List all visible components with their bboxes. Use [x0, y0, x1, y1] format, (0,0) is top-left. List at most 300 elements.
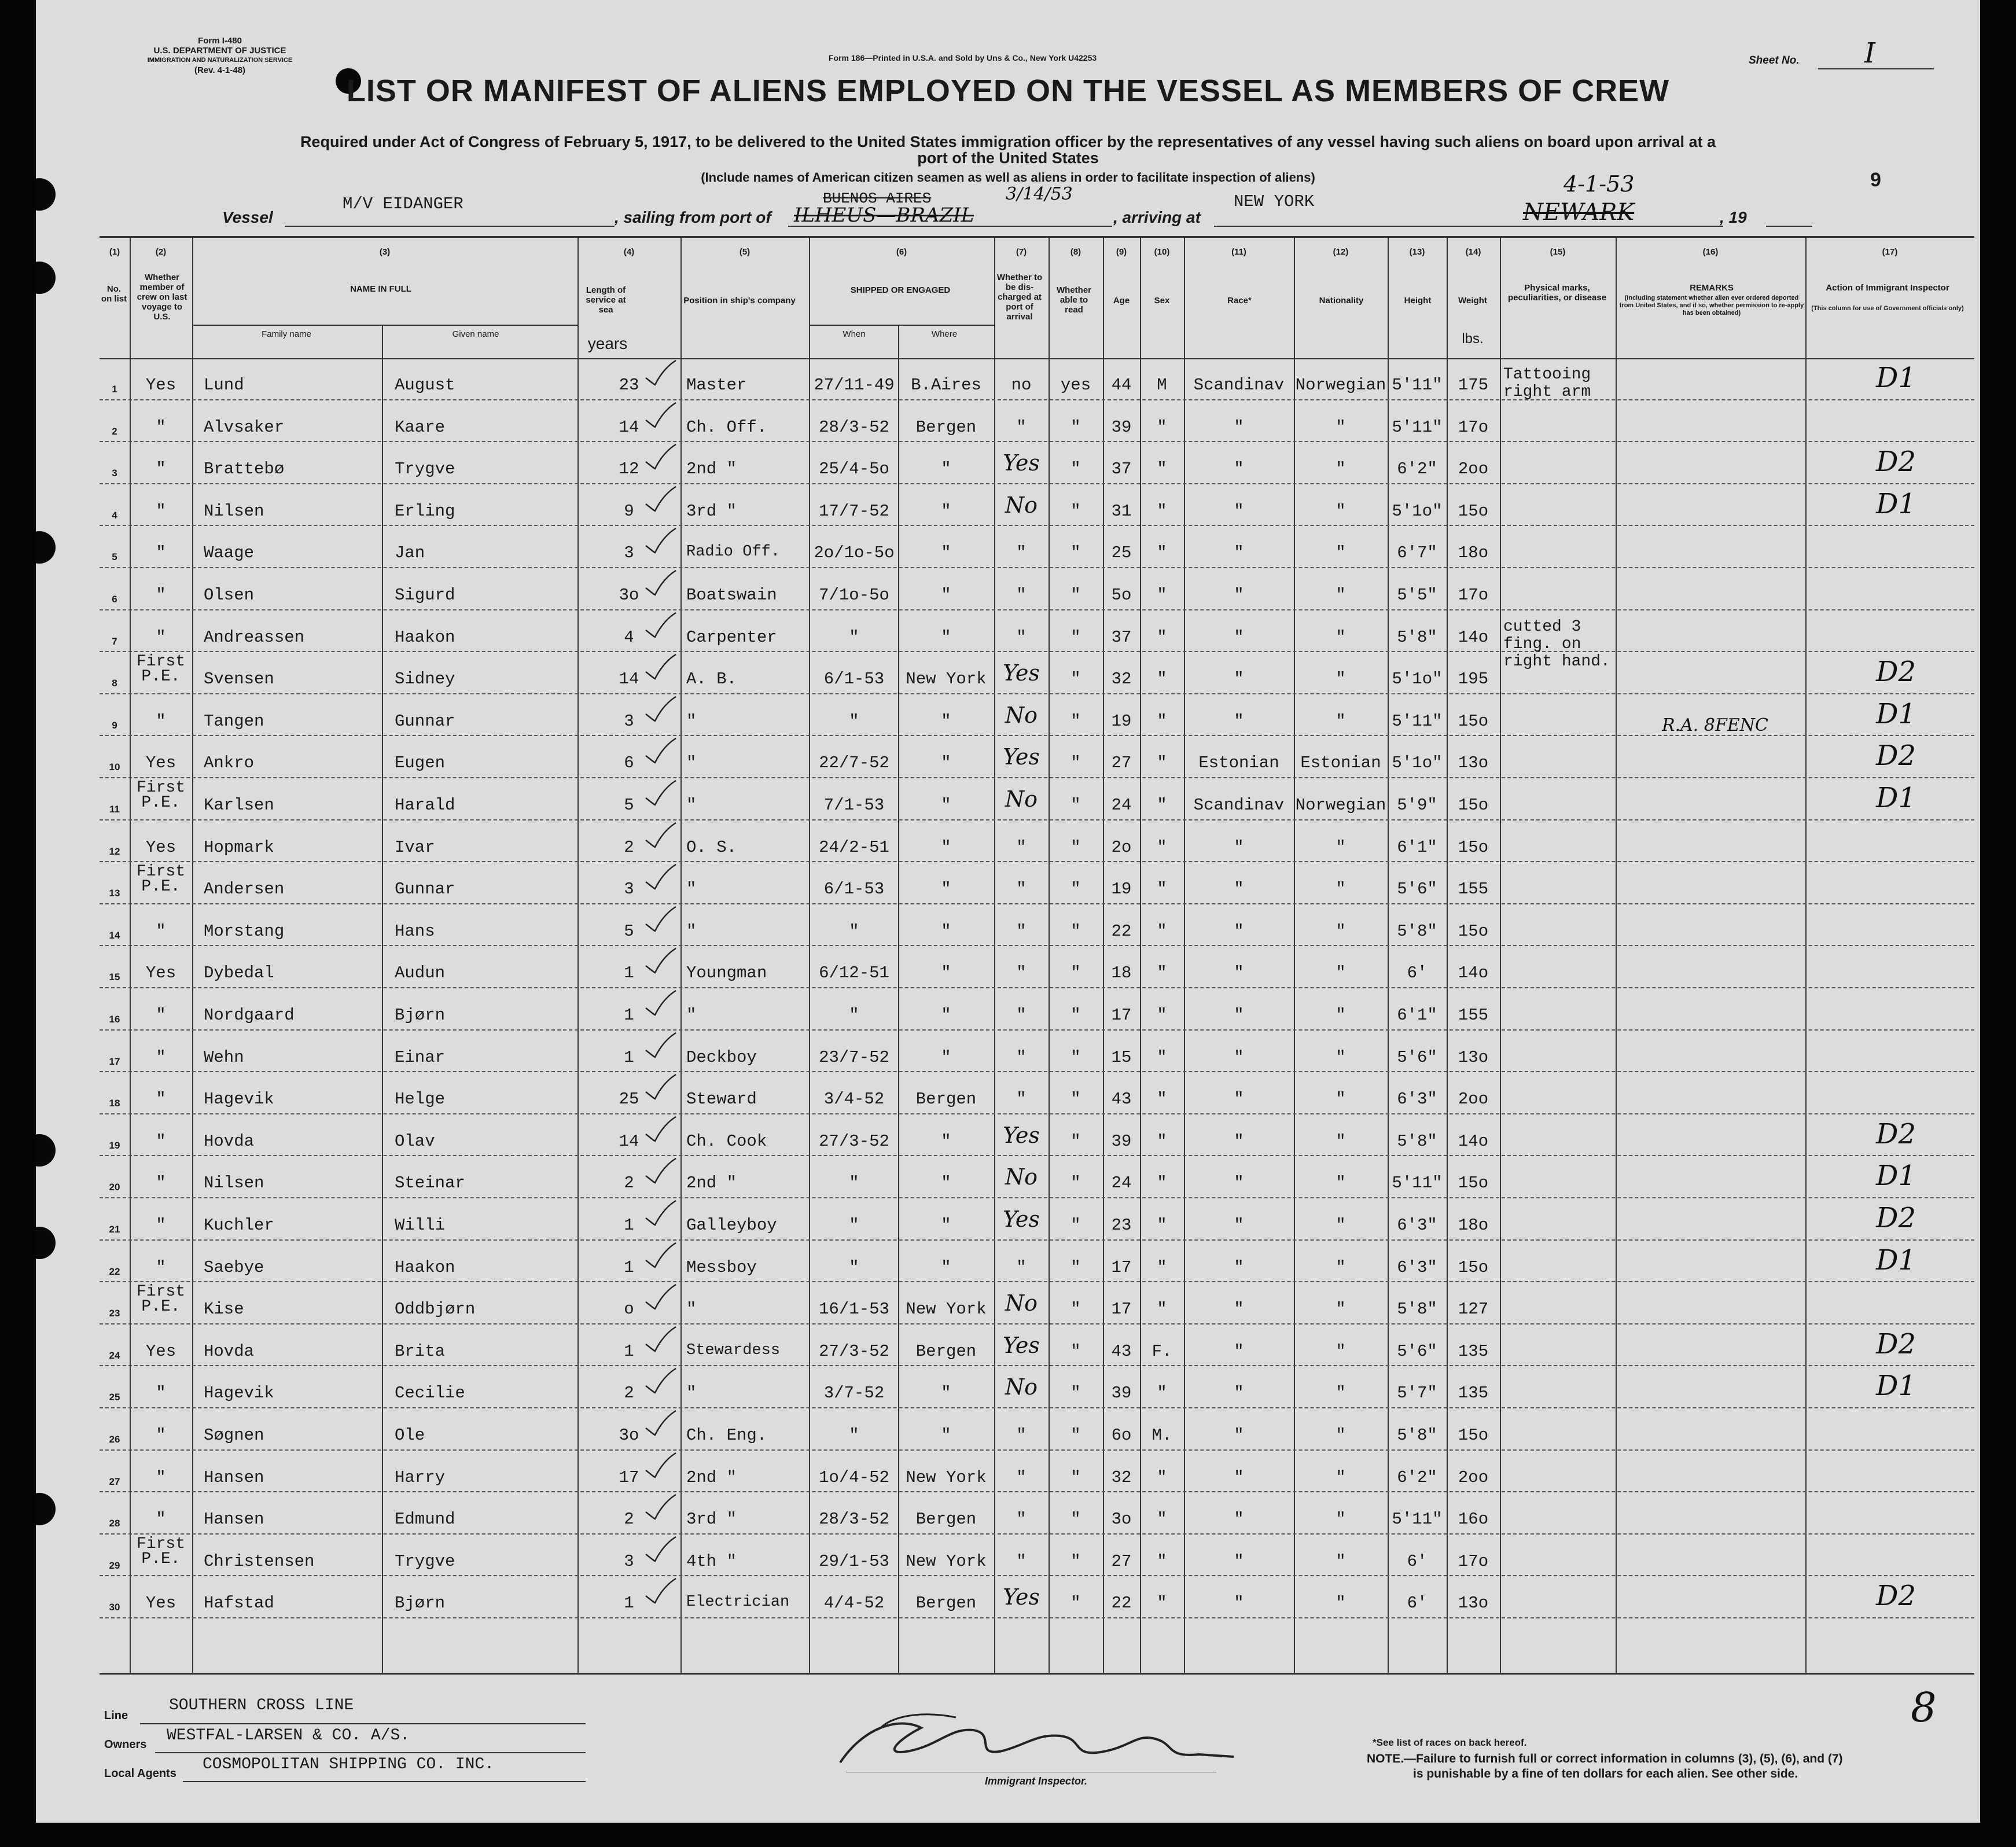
- nationality-cell: ": [1336, 963, 1346, 983]
- check-mark-icon: [643, 484, 678, 513]
- able-to-read-cell: ": [1070, 1216, 1081, 1235]
- shipped-where-cell: Bergen: [915, 1594, 977, 1613]
- weight-cell: 17o: [1458, 417, 1489, 437]
- family-name-cell: Hovda: [204, 1341, 255, 1361]
- previous-voyage-cell: ": [156, 1216, 166, 1235]
- shipped-when-cell: 1o/4-52: [819, 1467, 889, 1487]
- shipped-when-cell: 17/7-52: [819, 501, 889, 521]
- arriving-handwritten: NEWARK: [1523, 199, 1635, 226]
- row-number: 15: [109, 972, 120, 983]
- position-cell: 2nd ": [686, 1467, 737, 1487]
- table-row: [100, 1198, 1974, 1241]
- weight-cell: 15o: [1458, 1426, 1489, 1445]
- position-cell: Ch. Off.: [686, 417, 767, 437]
- header-race: Race*: [1227, 296, 1252, 306]
- shipped-when-cell: 22/7-52: [819, 753, 889, 773]
- sex-cell: ": [1157, 501, 1167, 521]
- column-number: (15): [1550, 247, 1566, 257]
- shipped-where-cell: ": [941, 459, 951, 479]
- position-cell: Master: [686, 376, 747, 395]
- family-name-cell: Hovda: [204, 1131, 255, 1151]
- height-cell: 5'8": [1397, 1426, 1437, 1445]
- sex-cell: ": [1157, 921, 1167, 941]
- nationality-cell: ": [1336, 711, 1346, 731]
- position-cell: Deckboy: [686, 1047, 757, 1067]
- height-cell: 5'11": [1392, 376, 1443, 395]
- inspector-action-cell: D2: [1876, 1327, 1916, 1360]
- able-to-read-cell: ": [1070, 543, 1081, 563]
- sex-cell: ": [1157, 459, 1167, 479]
- shipped-when-cell: 28/3-52: [819, 417, 889, 437]
- position-cell: 3rd ": [686, 1510, 737, 1529]
- height-cell: 5'8": [1397, 627, 1437, 647]
- position-cell: O. S.: [686, 837, 737, 857]
- check-mark-icon: [643, 1324, 678, 1353]
- position-cell: ": [686, 880, 697, 899]
- previous-voyage-cell: ": [156, 1467, 166, 1487]
- race-cell: Scandinav: [1193, 376, 1285, 395]
- weight-cell: 16o: [1458, 1510, 1489, 1529]
- family-name-cell: Tangen: [204, 711, 264, 731]
- able-to-read-cell: ": [1070, 1426, 1081, 1445]
- vessel-label: Vessel: [222, 208, 273, 226]
- given-name-cell: Gunnar: [395, 711, 455, 731]
- discharged-cell: ": [1016, 543, 1027, 563]
- weight-cell: 14o: [1458, 963, 1489, 983]
- column-number: (8): [1070, 247, 1081, 257]
- discharged-cell: Yes: [1003, 744, 1040, 770]
- race-cell: ": [1234, 921, 1244, 941]
- check-mark-icon: [643, 1114, 678, 1143]
- weight-cell: 18o: [1458, 1216, 1489, 1235]
- header-inspector-note: (This column for use of Government officials only): [1811, 305, 1964, 312]
- shipped-when-cell: 25/4-5o: [819, 459, 889, 479]
- header-weight-unit: lbs.: [1462, 331, 1484, 347]
- sex-cell: F.: [1152, 1341, 1172, 1361]
- row-number: 16: [109, 1014, 120, 1025]
- service-years-cell: 1: [624, 1257, 634, 1277]
- race-cell: ": [1234, 1341, 1244, 1361]
- age-cell: 37: [1111, 459, 1132, 479]
- height-cell: 6'1": [1397, 1006, 1437, 1025]
- shipped-where-cell: New York: [906, 1467, 987, 1487]
- race-cell: ": [1234, 1257, 1244, 1277]
- shipped-where-cell: ": [941, 753, 951, 773]
- race-cell: ": [1234, 1551, 1244, 1571]
- nationality-cell: ": [1336, 1131, 1346, 1151]
- previous-voyage-cell: First P.E.: [136, 1283, 185, 1316]
- sex-cell: M.: [1152, 1426, 1172, 1445]
- column-number: (2): [155, 247, 167, 257]
- check-mark-icon: [643, 1241, 678, 1270]
- row-number: 13: [109, 888, 120, 899]
- table-row: [100, 778, 1974, 821]
- inspector-action-cell: D2: [1876, 656, 1916, 689]
- age-cell: 32: [1111, 669, 1132, 689]
- weight-cell: 15o: [1458, 1257, 1489, 1277]
- service-years-cell: 1: [624, 963, 634, 983]
- arriving-typed: NEW YORK: [1234, 192, 1315, 211]
- shipped-where-cell: ": [941, 627, 951, 647]
- nationality-cell: ": [1336, 669, 1346, 689]
- race-cell: Scandinav: [1193, 796, 1285, 815]
- weight-cell: 2oo: [1458, 1467, 1489, 1487]
- check-mark-icon: [643, 568, 678, 597]
- inspector-action-cell: D1: [1876, 487, 1916, 520]
- row-number: 7: [112, 635, 117, 647]
- discharged-cell: No: [1005, 492, 1038, 518]
- previous-voyage-cell: Yes: [145, 837, 176, 857]
- arrival-date: 4-1-53: [1563, 171, 1635, 197]
- table-row: [100, 484, 1974, 527]
- previous-voyage-cell: ": [156, 417, 166, 437]
- age-cell: 25: [1111, 543, 1132, 563]
- previous-voyage-cell: ": [156, 711, 166, 731]
- able-to-read-cell: ": [1070, 796, 1081, 815]
- position-cell: Boatswain: [686, 586, 777, 605]
- check-mark-icon: [643, 526, 678, 555]
- weight-cell: 17o: [1458, 586, 1489, 605]
- agents-label: Local Agents: [104, 1767, 176, 1780]
- race-cell: ": [1234, 1426, 1244, 1445]
- check-mark-icon: [643, 821, 678, 849]
- table-row: [100, 1241, 1974, 1283]
- service-years-cell: 1: [624, 1341, 634, 1361]
- previous-voyage-cell: ": [156, 1384, 166, 1403]
- nationality-cell: ": [1336, 459, 1346, 479]
- discharged-cell: No: [1005, 1374, 1038, 1400]
- table-row: [100, 1451, 1974, 1493]
- previous-voyage-cell: First P.E.: [136, 1535, 185, 1568]
- previous-voyage-cell: Yes: [145, 1594, 176, 1613]
- check-mark-icon: [643, 1492, 678, 1521]
- nationality-cell: Norwegian: [1295, 796, 1386, 815]
- table-row: [100, 568, 1974, 610]
- age-cell: 43: [1111, 1090, 1132, 1109]
- vessel-line: [285, 226, 615, 227]
- age-cell: 2o: [1111, 837, 1132, 857]
- header-physical-marks: Physical marks, peculiarities, or disease: [1507, 283, 1607, 303]
- family-name-cell: Olsen: [204, 586, 255, 605]
- sex-cell: ": [1157, 1257, 1167, 1277]
- inspector-action-cell: D2: [1876, 739, 1916, 772]
- weight-cell: 155: [1458, 880, 1489, 899]
- height-cell: 6'3": [1397, 1216, 1437, 1235]
- nationality-cell: ": [1336, 1341, 1346, 1361]
- position-cell: Steward: [686, 1090, 757, 1109]
- printer-line: Form 186—Printed in U.S.A. and Sold by Uns & Co., New York U42253: [829, 53, 1097, 62]
- race-cell: ": [1234, 963, 1244, 983]
- punch-hole: [36, 1134, 56, 1167]
- arriving-line: [1214, 226, 1723, 227]
- shipped-where-cell: ": [941, 586, 951, 605]
- nationality-cell: ": [1336, 837, 1346, 857]
- height-cell: 5'8": [1397, 1300, 1437, 1319]
- previous-voyage-cell: ": [156, 543, 166, 563]
- service-years-cell: 4: [624, 627, 634, 647]
- height-cell: 5'11": [1392, 417, 1443, 437]
- given-name-cell: Gunnar: [395, 880, 455, 899]
- shipped-when-cell: 23/7-52: [819, 1047, 889, 1067]
- race-cell: ": [1234, 417, 1244, 437]
- row-number: 5: [112, 551, 117, 563]
- service-years-cell: 3: [624, 1551, 634, 1571]
- able-to-read-cell: ": [1070, 1510, 1081, 1529]
- position-cell: Galleyboy: [686, 1216, 777, 1235]
- header-family-name: Family name: [262, 329, 311, 339]
- able-to-read-cell: ": [1070, 837, 1081, 857]
- discharged-cell: Yes: [1003, 1122, 1040, 1148]
- shipped-when-cell: ": [849, 627, 859, 647]
- row-number: 21: [109, 1224, 120, 1235]
- height-cell: 6'7": [1397, 543, 1437, 563]
- previous-voyage-cell: ": [156, 921, 166, 941]
- given-name-cell: Ole: [395, 1426, 425, 1445]
- remarks-cell: R.A. 8FENC: [1662, 715, 1768, 736]
- service-years-cell: 5: [624, 796, 634, 815]
- port-date: 3/14/53: [1006, 184, 1073, 204]
- agents-name: COSMOPOLITAN SHIPPING CO. INC.: [203, 1756, 495, 1774]
- service-years-cell: 5: [624, 921, 634, 941]
- service-years-cell: 2: [624, 1173, 634, 1193]
- height-cell: 5'11": [1392, 1173, 1443, 1193]
- discharged-cell: ": [1016, 880, 1027, 899]
- nationality-cell: ": [1336, 1173, 1346, 1193]
- discharged-cell: ": [1016, 963, 1027, 983]
- sex-cell: ": [1157, 753, 1167, 773]
- family-name-cell: Karlsen: [204, 796, 274, 815]
- shipped-where-cell: Bergen: [915, 1090, 977, 1109]
- check-mark-icon: [643, 736, 678, 765]
- age-cell: 19: [1111, 880, 1132, 899]
- check-mark-icon: [643, 1366, 678, 1395]
- race-cell: ": [1234, 1467, 1244, 1487]
- able-to-read-cell: ": [1070, 1384, 1081, 1403]
- height-cell: 5'11": [1392, 711, 1443, 731]
- header-no: No. on list: [101, 284, 127, 304]
- shipped-where-cell: New York: [906, 1551, 987, 1571]
- form-id: Form I-480 U.S. DEPARTMENT OF JUSTICE IMMIGRATION AND NATURALIZATION SERVICE (Rev. 4-1-48): [147, 36, 293, 75]
- sex-cell: M: [1157, 376, 1167, 395]
- position-cell: Ch. Cook: [686, 1131, 767, 1151]
- able-to-read-cell: ": [1070, 1090, 1081, 1109]
- sex-cell: ": [1157, 1090, 1167, 1109]
- shipped-when-cell: 7/1-53: [823, 796, 885, 815]
- given-name-cell: Brita: [395, 1341, 446, 1361]
- row-number: 1: [112, 384, 117, 395]
- discharged-cell: ": [1016, 586, 1027, 605]
- weight-cell: 2oo: [1458, 1090, 1489, 1109]
- weight-cell: 155: [1458, 1006, 1489, 1025]
- physical-marks-cell: cutted 3 fing. on right hand.: [1503, 617, 1610, 671]
- age-cell: 23: [1111, 1216, 1132, 1235]
- shipped-where-cell: ": [941, 963, 951, 983]
- row-number: 23: [109, 1308, 120, 1319]
- age-cell: 37: [1111, 627, 1132, 647]
- table-row: [100, 652, 1974, 694]
- shipped-when-cell: ": [849, 1426, 859, 1445]
- shipped-where-cell: ": [941, 543, 951, 563]
- shipped-when-cell: ": [849, 1006, 859, 1025]
- shipped-when-cell: 27/3-52: [819, 1341, 889, 1361]
- age-cell: 43: [1111, 1341, 1132, 1361]
- row-number: 9: [112, 719, 117, 731]
- age-cell: 44: [1111, 376, 1132, 395]
- discharged-cell: ": [1016, 1510, 1027, 1529]
- able-to-read-cell: ": [1070, 1173, 1081, 1193]
- discharged-cell: Yes: [1003, 1332, 1040, 1358]
- discharged-cell: ": [1016, 627, 1027, 647]
- service-years-cell: 1: [624, 1594, 634, 1613]
- punch-hole: [36, 1227, 56, 1259]
- discharged-cell: Yes: [1003, 1206, 1040, 1232]
- race-cell: Estonian: [1198, 753, 1279, 773]
- service-years-cell: 1: [624, 1047, 634, 1067]
- column-number: (17): [1882, 247, 1898, 257]
- previous-voyage-cell: Yes: [145, 1341, 176, 1361]
- sex-cell: ": [1157, 1047, 1167, 1067]
- inspector-label: Immigrant Inspector.: [985, 1775, 1088, 1787]
- service-years-cell: 2: [624, 1510, 634, 1529]
- able-to-read-cell: ": [1070, 417, 1081, 437]
- check-mark-icon: [643, 862, 678, 891]
- shipped-when-cell: ": [849, 711, 859, 731]
- check-mark-icon: [643, 1072, 678, 1101]
- sex-cell: ": [1157, 1131, 1167, 1151]
- service-years-cell: 9: [624, 501, 634, 521]
- weight-cell: 15o: [1458, 796, 1489, 815]
- vessel-name: M/V EIDANGER: [343, 194, 463, 214]
- check-mark-icon: [643, 442, 678, 471]
- sex-cell: ": [1157, 1384, 1167, 1403]
- row-number: 14: [109, 929, 120, 941]
- row-number: 22: [109, 1265, 120, 1277]
- table-row: [100, 1366, 1974, 1408]
- nationality-cell: ": [1336, 1047, 1346, 1067]
- position-cell: Electrician: [686, 1594, 790, 1611]
- inspector-action-cell: D2: [1876, 446, 1916, 479]
- header-name-in-full: NAME IN FULL: [350, 284, 411, 294]
- shipped-where-cell: New York: [906, 669, 987, 689]
- race-cell: ": [1234, 1173, 1244, 1193]
- service-years-cell: 14: [619, 669, 639, 689]
- nationality-cell: ": [1336, 880, 1346, 899]
- race-cell: ": [1234, 543, 1244, 563]
- family-name-cell: Wehn: [204, 1047, 244, 1067]
- row-number: 27: [109, 1476, 120, 1487]
- previous-voyage-cell: First P.E.: [136, 779, 185, 812]
- header-rule: [192, 325, 577, 326]
- previous-voyage-cell: ": [156, 1257, 166, 1277]
- header-height: Height: [1404, 296, 1432, 306]
- service-years-cell: 3o: [619, 1426, 639, 1445]
- family-name-cell: Christensen: [204, 1551, 315, 1571]
- race-cell: ": [1234, 1006, 1244, 1025]
- check-mark-icon: [643, 652, 678, 681]
- previous-voyage-cell: Yes: [145, 376, 176, 395]
- position-cell: 2nd ": [686, 1173, 737, 1193]
- nationality-cell: ": [1336, 627, 1346, 647]
- shipped-when-cell: ": [849, 1257, 859, 1277]
- given-name-cell: Helge: [395, 1090, 446, 1109]
- shipped-where-cell: ": [941, 1257, 951, 1277]
- shipped-when-cell: 24/2-51: [819, 837, 889, 857]
- position-cell: ": [686, 711, 697, 731]
- family-name-cell: Andersen: [204, 880, 285, 899]
- race-cell: ": [1234, 1384, 1244, 1403]
- sex-cell: ": [1157, 586, 1167, 605]
- row-number: 29: [109, 1559, 120, 1571]
- header-read: Whether able to read: [1057, 285, 1091, 315]
- row-number: 24: [109, 1349, 120, 1361]
- table-row: [100, 1031, 1974, 1073]
- header-discharged: Whether to be dis-charged at port of arrival: [996, 273, 1043, 322]
- header-age: Age: [1113, 296, 1130, 306]
- shipped-where-cell: ": [941, 796, 951, 815]
- owners-underline: [155, 1752, 586, 1753]
- discharged-cell: Yes: [1003, 450, 1040, 476]
- sex-cell: ": [1157, 1510, 1167, 1529]
- service-years-cell: 1: [624, 1216, 634, 1235]
- weight-cell: 13o: [1458, 1047, 1489, 1067]
- header-where: Where: [931, 329, 958, 339]
- weight-cell: 14o: [1458, 627, 1489, 647]
- given-name-cell: Eugen: [395, 753, 446, 773]
- punch-hole: [36, 262, 56, 294]
- family-name-cell: Kise: [204, 1300, 244, 1319]
- discharged-cell: No: [1005, 786, 1038, 812]
- given-name-cell: Jan: [395, 543, 425, 563]
- shipped-when-cell: 29/1-53: [819, 1551, 889, 1571]
- shipped-where-cell: B.Aires: [911, 376, 981, 395]
- nationality-cell: ": [1336, 1467, 1346, 1487]
- previous-voyage-cell: ": [156, 627, 166, 647]
- height-cell: 6': [1407, 963, 1428, 983]
- able-to-read-cell: ": [1070, 880, 1081, 899]
- weight-cell: 17o: [1458, 1551, 1489, 1571]
- row-number: 12: [109, 845, 120, 857]
- nationality-cell: ": [1336, 543, 1346, 563]
- inspector-action-cell: D1: [1876, 1160, 1916, 1193]
- given-name-cell: Haakon: [395, 627, 455, 647]
- sheet-number: I: [1864, 37, 1875, 69]
- height-cell: 6'2": [1397, 459, 1437, 479]
- sex-cell: ": [1157, 417, 1167, 437]
- height-cell: 5'6": [1397, 1047, 1437, 1067]
- check-mark-icon: [643, 358, 678, 387]
- sex-cell: ": [1157, 796, 1167, 815]
- shipped-when-cell: 6/1-53: [823, 880, 885, 899]
- shipped-where-cell: ": [941, 1006, 951, 1025]
- owners-label: Owners: [104, 1738, 147, 1751]
- shipped-where-cell: New York: [906, 1300, 987, 1319]
- able-to-read-cell: ": [1070, 1047, 1081, 1067]
- race-cell: ": [1234, 586, 1244, 605]
- arriving-label: , arriving at: [1113, 208, 1201, 226]
- given-name-cell: Trygve: [395, 1551, 455, 1571]
- shipped-when-cell: 16/1-53: [819, 1300, 889, 1319]
- inspector-signature: [829, 1705, 1245, 1780]
- age-cell: 39: [1111, 1131, 1132, 1151]
- form-title: LIST OR MANIFEST OF ALIENS EMPLOYED ON THE VESSEL AS MEMBERS OF CREW: [346, 73, 1670, 108]
- position-cell: ": [686, 753, 697, 773]
- check-mark-icon: [643, 1031, 678, 1059]
- given-name-cell: Ivar: [395, 837, 435, 857]
- table-row: [100, 1576, 1974, 1618]
- line-label: Line: [104, 1709, 128, 1722]
- discharged-cell: no: [1011, 376, 1032, 395]
- weight-cell: 2oo: [1458, 459, 1489, 479]
